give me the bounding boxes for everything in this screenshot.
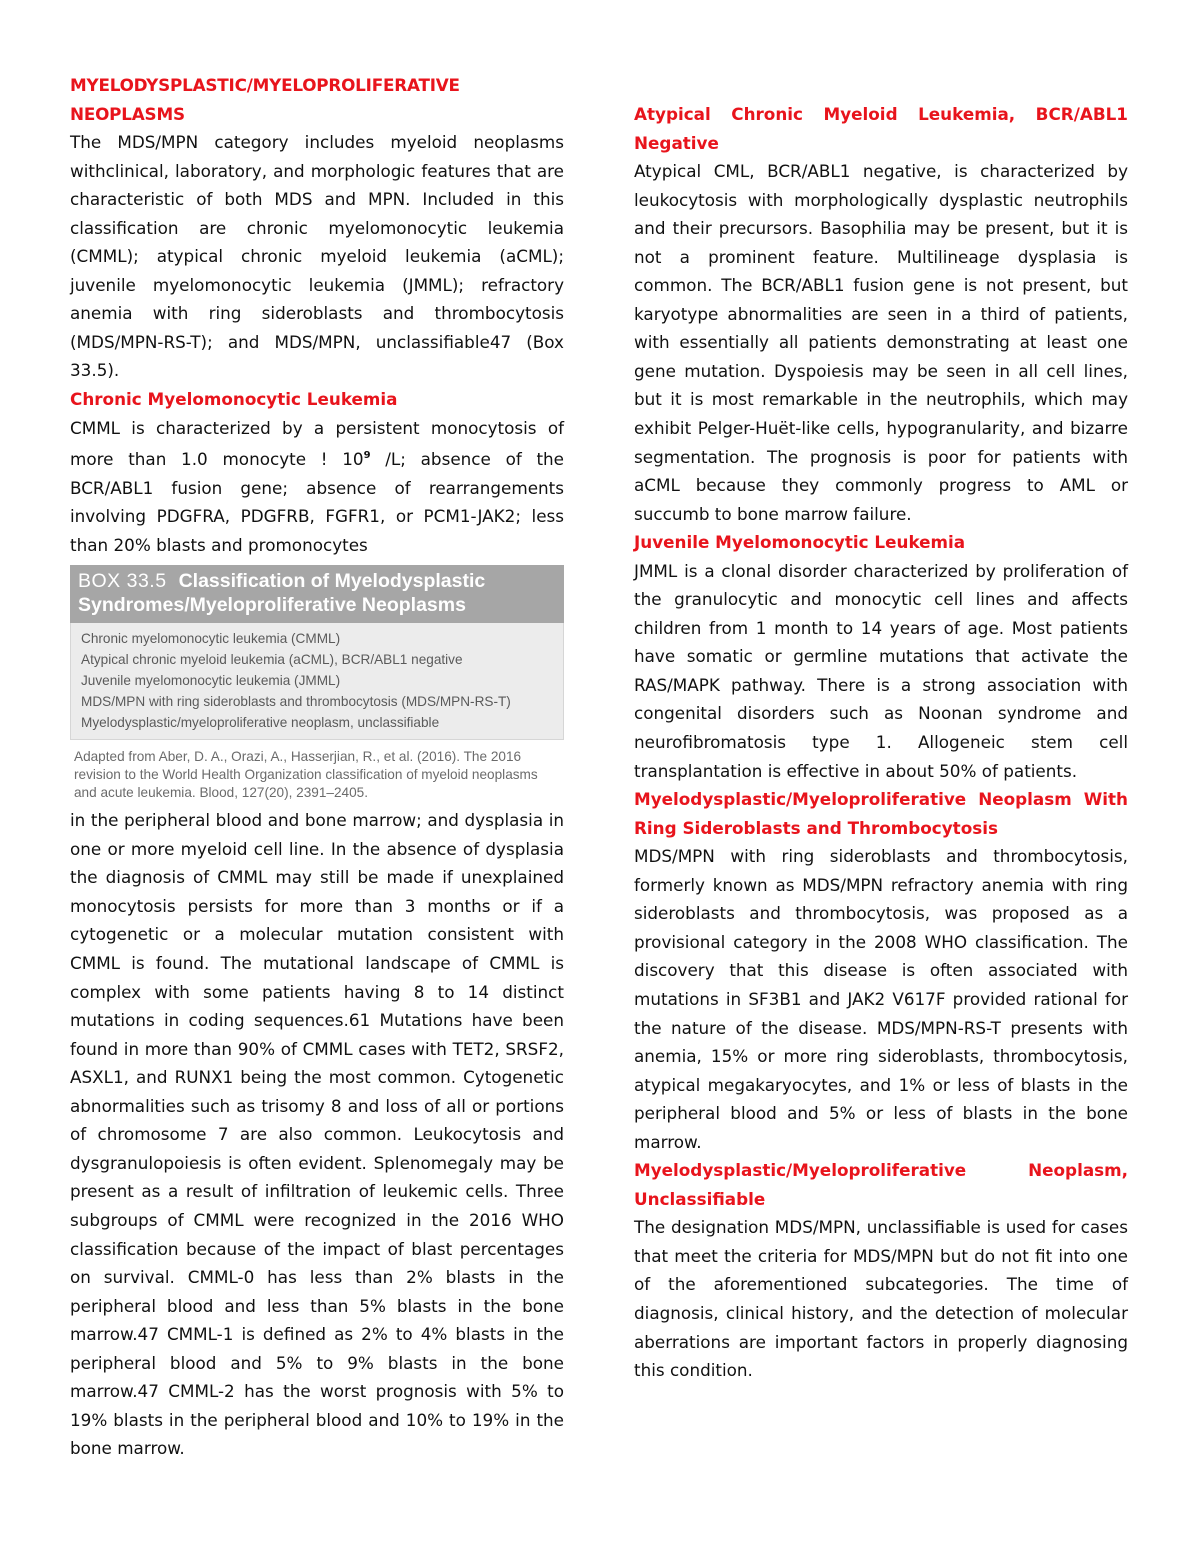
main-heading-line2: NEOPLASMS xyxy=(70,103,185,124)
unclassifiable-heading: Myelodysplastic/Myeloproliferative Neoplasm, Unclassifiable xyxy=(634,1160,1128,1209)
box-list xyxy=(70,623,564,740)
unclassifiable-paragraph: The designation MDS/MPN, unclassifiable is used for cases that meet the criteria for MDS/MPN but do not fit into one of the aforementioned subcategories. The time of diagnosis, clinical history, and the detection of molecular aberrations are important factors in properly diagnosing this condition. xyxy=(634,1217,1128,1381)
box-list-item: Juvenile myelomonocytic leukemia (JMML) xyxy=(81,673,341,689)
box-list-item: Chronic myelomonocytic leukemia (CMML) xyxy=(81,631,341,647)
cmml-text-after-sup: /L; absence of the BCR/ABL1 fusion gene; absence of rearrangements involving PDGFRA, PDGFRB, FGFR1, or PCM1-JAK2; less than 20% blasts and promonocytes xyxy=(70,449,565,555)
cmml-paragraph xyxy=(70,414,564,560)
box-caption: Adapted from Aber, D. A., Orazi, A., Hasserjian, R., et al. (2016). The 2016 revision to the World Health Organization classification of myeloid neoplasms and acute leukemia. Blood, 127(20), 2391–2405. xyxy=(74,749,538,801)
acml-heading: Atypical Chronic Myeloid Leukemia, BCR/ABL1 Negative xyxy=(634,104,1128,153)
rst-paragraph: MDS/MPN with ring sideroblasts and thrombocytosis, formerly known as MDS/MPN refractory anemia with ring sideroblasts and thrombocytosis, was proposed as a provisional category in the 2008 WHO classification. The discovery that this disease is often associated with mutations in SF3B1 and JAK2 V617F provided rational for the nature of the disease. MDS/MPN-RS-T presents with anemia, 15% or more ring sideroblasts, thrombocytosis, atypical megakaryocytes, and 1% or less of blasts in the peripheral blood and 5% or less of blasts in the bone marrow. xyxy=(634,846,1128,1152)
box-list-item: MDS/MPN with ring sideroblasts and thrombocytosis (MDS/MPN-RS-T) xyxy=(81,694,511,710)
main-heading xyxy=(70,71,564,128)
acml-paragraph: Atypical CML, BCR/ABL1 negative, is characterized by leukocytosis with morphologically dysplastic neutrophils and their precursors. Basophilia may be present, but it is not a prominent feature. Multilineage dysplasia is common. The BCR/ABL1 fusion gene is not present, but karyotype abnormalities are seen in a third of patients, with essentially all patients demonstrating at least one gene mutation. Dyspoiesis may be seen in all cell lines, but it is most remarkable in the neutrophils, which may exhibit Pelger-Huët-like cells, hypogranularity, and bizarre segmentation. The prognosis is poor for patients with aCML because they commonly progress to AML or succumb to bone marrow failure. xyxy=(634,161,1128,524)
box-header xyxy=(70,565,564,623)
box-number: BOX 33.5 xyxy=(78,570,167,593)
box-list-item: Atypical chronic myeloid leukemia (aCML), BCR/ABL1 negative xyxy=(81,652,463,668)
box-33-5-figure xyxy=(70,565,564,806)
box-title-line2: Syndromes/Myeloproliferative Neoplasms xyxy=(78,594,466,617)
jmml-heading: Juvenile Myelomonocytic Leukemia xyxy=(634,532,966,553)
cmml-continued-paragraph: in the peripheral blood and bone marrow; and dysplasia in one or more myeloid cell line. In the absence of dysplasia the diagnosis of CMML may still be made if unexplained monocytosis persists for more than 3 months or if a cytogenetic or a molecular mutation consistent with CMML is found. The mutational landscape of CMML is complex with some patients having 8 to 14 distinct mutations in coding sequences.61 Mutations have been found in more than 90% of CMML cases with TET2, SRSF2, ASXL1, and RUNX1 being the most common. Cytogenetic abnormalities such as trisomy 8 and loss of all or portions of chromosome 7 are also common. Leukocytosis and dysgranulopoiesis is often evident. Splenomegaly may be present as a result of infiltration of leukemic cells. Three subgroups of CMML were recognized in the 2016 WHO classification because of the impact of blast percentages on survival. CMML-0 has less than 2% blasts in the peripheral blood and less than 5% blasts in the bone marrow.47 CMML-1 is defined as 2% to 4% blasts in the peripheral blood and 5% to 9% blasts in the bone marrow.47 CMML-2 has the worst prognosis with 5% to 19% blasts in the peripheral blood and 10% to 19% in the bone marrow. xyxy=(70,810,564,1459)
box-title-part1: Classification of Myelodysplastic xyxy=(178,570,486,593)
cmml-text-before-sup: CMML is characterized by a persistent monocytosis of more than 1.0 monocyte ! 10 xyxy=(70,417,564,470)
cmml-heading: Chronic Myelomonocytic Leukemia xyxy=(70,389,398,410)
box-title-line1 xyxy=(78,569,556,593)
left-column xyxy=(70,71,564,1463)
cmml-superscript: 9 xyxy=(363,450,371,462)
right-column xyxy=(634,100,1128,1385)
rst-heading: Myelodysplastic/Myeloproliferative Neoplasm With Ring Sideroblasts and Thrombocytosis xyxy=(634,789,1128,838)
main-heading-line1: MYELODYSPLASTIC/MYELOPROLIFERATIVE xyxy=(70,75,460,95)
intro-paragraph: The MDS/MPN category includes myeloid neoplasms withclinical, laboratory, and morphologic features that are characteristic of both MDS and MPN. Included in this classification are chronic myelomonocytic leukemia (CMML); atypical chronic myeloid leukemia (aCML); juvenile myelomonocytic leukemia (JMML); refractory anemia with ring sideroblasts and thrombocytosis (MDS/MPN-RS-T); and MDS/MPN, unclassifiable47 (Box 33.5). xyxy=(70,132,564,381)
jmml-paragraph: JMML is a clonal disorder characterized by proliferation of the granulocytic and monocytic cell lines and affects children from 1 month to 14 years of age. Most patients have somatic or germline mutations that activate the RAS/MAPK pathway. There is a strong association with congenital disorders such as Noonan syndrome and neurofibromatosis type 1. Allogeneic stem cell transplantation is effective in about 50% of patients. xyxy=(634,560,1128,781)
box-list-item: Myelodysplastic/myeloproliferative neoplasm, unclassifiable xyxy=(81,715,440,731)
